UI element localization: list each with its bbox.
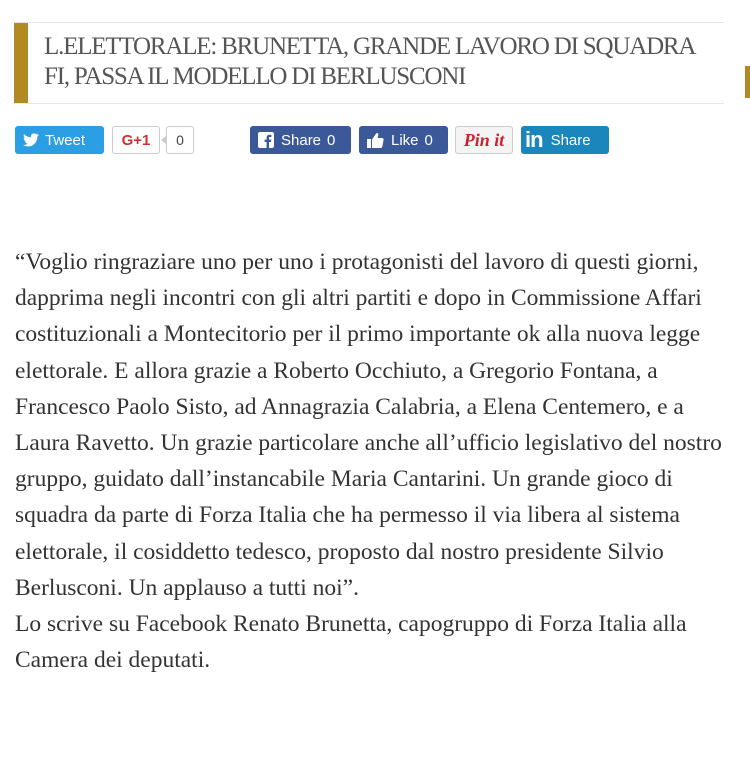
google-plus-button[interactable] [112,126,160,154]
facebook-like-label: Like [391,131,419,149]
edge-accent-mark [745,66,750,98]
linkedin-icon: in [525,127,543,152]
article-attribution: Lo scrive su Facebook Renato Brunetta, capogruppo di Forza Italia alla Camera dei deputati. [15,611,687,674]
pinterest-label: Pin it [463,129,505,150]
google-plus-count: 0 [166,126,194,154]
title-accent-bar [14,23,28,103]
facebook-share-label: Share [281,131,322,149]
tweet-label: Tweet [45,131,86,149]
linkedin-share-button[interactable] [521,126,609,154]
linkedin-share-label: Share [550,131,591,149]
facebook-share-count: 0 [327,131,336,149]
thumbs-up-icon [367,132,384,148]
pinterest-button[interactable] [455,126,513,154]
facebook-share-button[interactable] [250,126,351,154]
article-body [15,244,735,678]
twitter-bird-icon [23,133,39,147]
google-plus-label: G+1 [121,131,151,149]
facebook-icon [258,132,274,148]
share-toolbar [0,126,750,156]
facebook-like-count: 0 [424,131,433,149]
article-quote: “Voglio ringraziare uno per uno i protagonisti del lavoro di questi giorni, dapprima negli incontri con gli altri partiti e dopo in Commissione Affari costituzionali a Montecitorio per il primo importante ok alla nuova legge elettorale. E allora grazie a Roberto Occhiuto, a Gregorio Fontana, a Francesco Paolo Sisto, ad Annagrazia Calabria, a Elena Centemero, e a Laura Ravetto. Un grazie particolare anche all’ufficio legislativo del nostro gruppo, guidato dall’instancabile Maria Cantarini. Un grande gioco di squadra da parte di Forza Italia che ha permesso il via libera al sistema elettorale, il cosiddetto tedesco, proposto dal nostro presidente Silvio Berlusconi. Un applauso a tutti noi”. [15,249,722,601]
facebook-like-button[interactable] [359,126,448,154]
tweet-button[interactable] [15,126,104,154]
article-title: L.ELETTORALE: BRUNETTA, GRANDE LAVORO DI SQUADRA FI, PASSA IL MODELLO DI BERLUSCONI [44,33,694,90]
article-title-box [14,22,724,104]
